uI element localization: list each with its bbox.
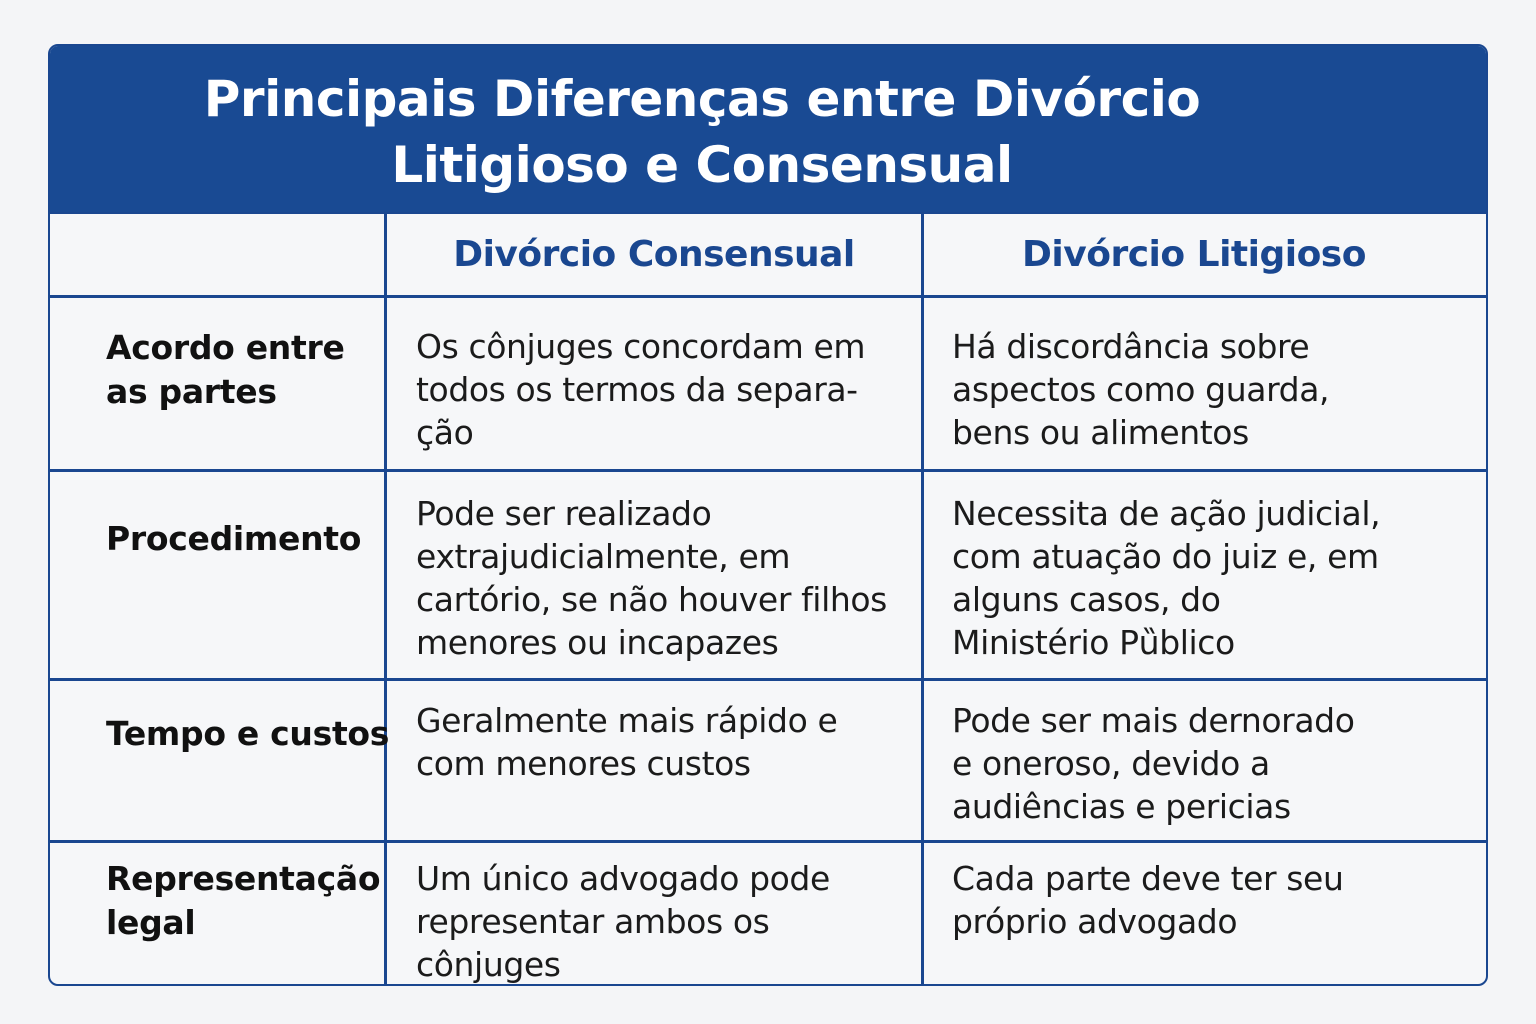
cell-acordo-consensual: Os cônjuges concordam em todos os termos da separa- ção — [416, 327, 866, 452]
column-header-litigioso: Divórcio Litigioso — [1022, 234, 1366, 275]
row-divider-3 — [50, 678, 1486, 681]
row-label-acordo: Acordo entre as partes — [106, 328, 345, 411]
cell-representacao-consensual: Um único advogado pode representar ambos os cônjuges — [416, 859, 830, 984]
row-divider-4 — [50, 840, 1486, 843]
cell-procedimento-consensual: Pode ser realizado extrajudicialmente, em cartório, se não houver filhos menores ou incapazes — [416, 494, 887, 662]
row-label-tempo: Tempo e custos — [106, 714, 390, 753]
table-header — [50, 46, 1486, 214]
cell-procedimento-litigioso: Necessita de ação judicial, com atuação do juiz e, em alguns casos, do Ministério Pȕblico — [952, 494, 1381, 662]
row-label-procedimento: Procedimento — [106, 519, 362, 558]
cell-tempo-consensual: Geralmente mais rápido e com menores custos — [416, 701, 838, 783]
column-header-consensual: Divórcio Consensual — [453, 234, 855, 275]
row-divider-2 — [50, 469, 1486, 472]
comparison-table — [48, 44, 1488, 986]
row-label-representacao: Representação legal — [106, 859, 381, 942]
cell-representacao-litigioso: Cada parte deve ter seu próprio advogado — [952, 859, 1344, 941]
page-title: Principais Diferenças entre Divórcio Litigioso e Consensual — [203, 70, 1201, 194]
cell-tempo-litigioso: Pode ser mais dernorado e oneroso, devido a audiências e pericias — [952, 701, 1355, 826]
cell-acordo-litigioso: Há discordância sobre aspectos como guarda, bens ou alimentos — [952, 327, 1330, 452]
